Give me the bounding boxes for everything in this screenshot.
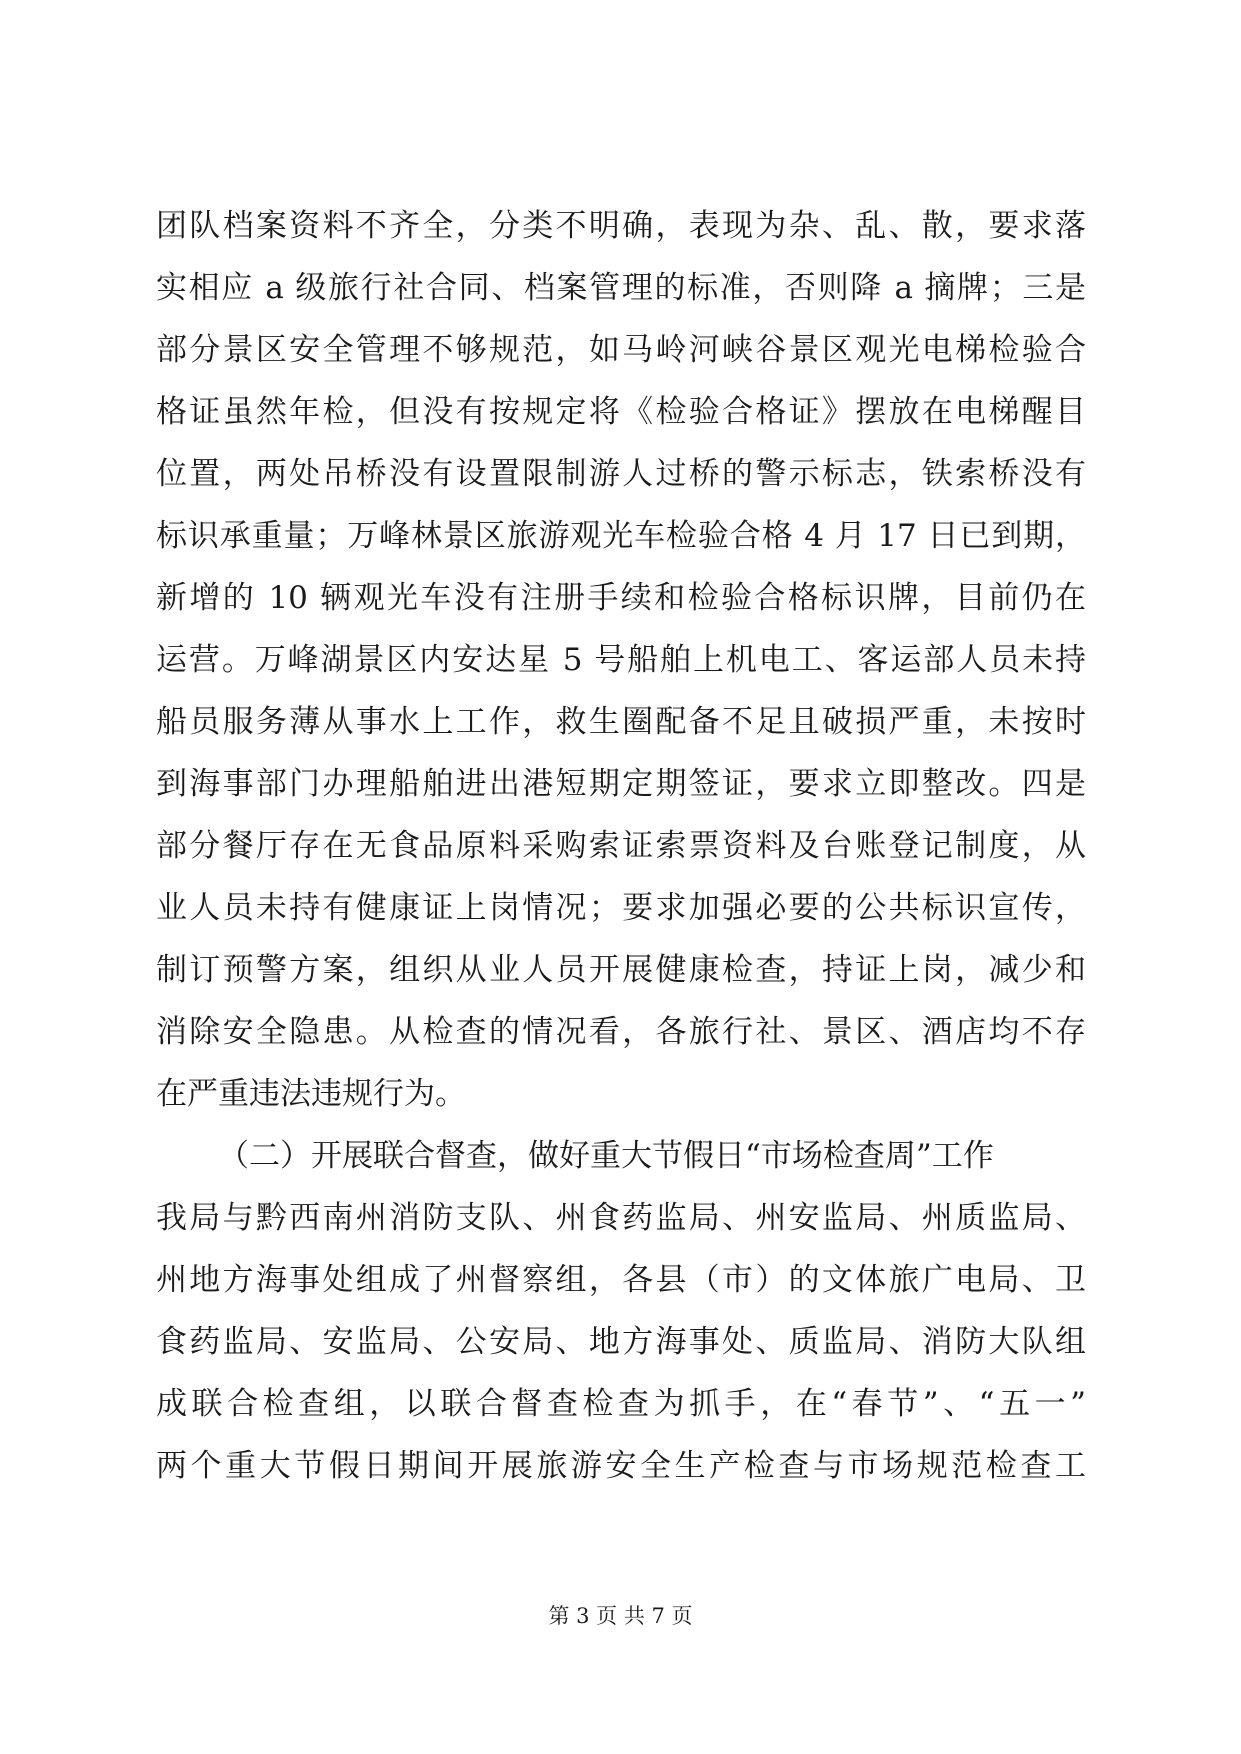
body-text-line: 船员服务薄从事水上工作，救生圈配备不足且破损严重，未按时 — [156, 704, 1086, 740]
body-text-line: 在严重违法违规行为。 — [156, 1076, 466, 1112]
body-text-line: 食药监局、安监局、公安局、地方海事处、质监局、消防大队组 — [156, 1324, 1086, 1360]
body-text-line: 到海事部门办理船舶进出港短期定期签证，要求立即整改。四是 — [156, 766, 1086, 802]
body-text-line: 运营。万峰湖景区内安达星 5 号船舶上机电工、客运部人员未持 — [156, 642, 1086, 678]
body-text-line: 制订预警方案，组织从业人员开展健康检查，持证上岗，减少和 — [156, 952, 1086, 988]
section-heading: （二）开展联合督查，做好重大节假日“市场检查周”工作 — [218, 1138, 994, 1174]
page-number-footer: 第 3 页 共 7 页 — [548, 1604, 693, 1628]
body-text-line: 新增的 10 辆观光车没有注册手续和检验合格标识牌，目前仍在 — [156, 580, 1086, 616]
body-text-line: 格证虽然年检，但没有按规定将《检验合格证》摆放在电梯醒目 — [156, 394, 1086, 430]
body-text-line: 业人员未持有健康证上岗情况；要求加强必要的公共标识宣传， — [156, 890, 1086, 926]
body-text-line: 成联合检查组，以联合督查检查为抓手，在“春节”、“五一” — [156, 1386, 1086, 1422]
body-text-line: 标识承重量；万峰林景区旅游观光车检验合格 4 月 17 日已到期， — [156, 518, 1086, 554]
body-text-line: 团队档案资料不齐全，分类不明确，表现为杂、乱、散，要求落 — [156, 208, 1086, 244]
body-text-line: 我局与黔西南州消防支队、州食药监局、州安监局、州质监局、 — [156, 1200, 1086, 1236]
body-text-line: 州地方海事处组成了州督察组，各县（市）的文体旅广电局、卫 — [156, 1262, 1086, 1298]
body-text-line: 实相应 a 级旅行社合同、档案管理的标准，否则降 a 摘牌；三是 — [156, 270, 1086, 306]
body-text-line: 部分餐厅存在无食品原料采购索证索票资料及台账登记制度，从 — [156, 828, 1086, 864]
body-text-line: 部分景区安全管理不够规范，如马岭河峡谷景区观光电梯检验合 — [156, 332, 1086, 368]
body-text-line: 两个重大节假日期间开展旅游安全生产检查与市场规范检查工 — [156, 1448, 1086, 1484]
body-text-line: 位置，两处吊桥没有设置限制游人过桥的警示标志，铁索桥没有 — [156, 456, 1086, 492]
body-text-line: 消除安全隐患。从检查的情况看，各旅行社、景区、酒店均不存 — [156, 1014, 1086, 1050]
